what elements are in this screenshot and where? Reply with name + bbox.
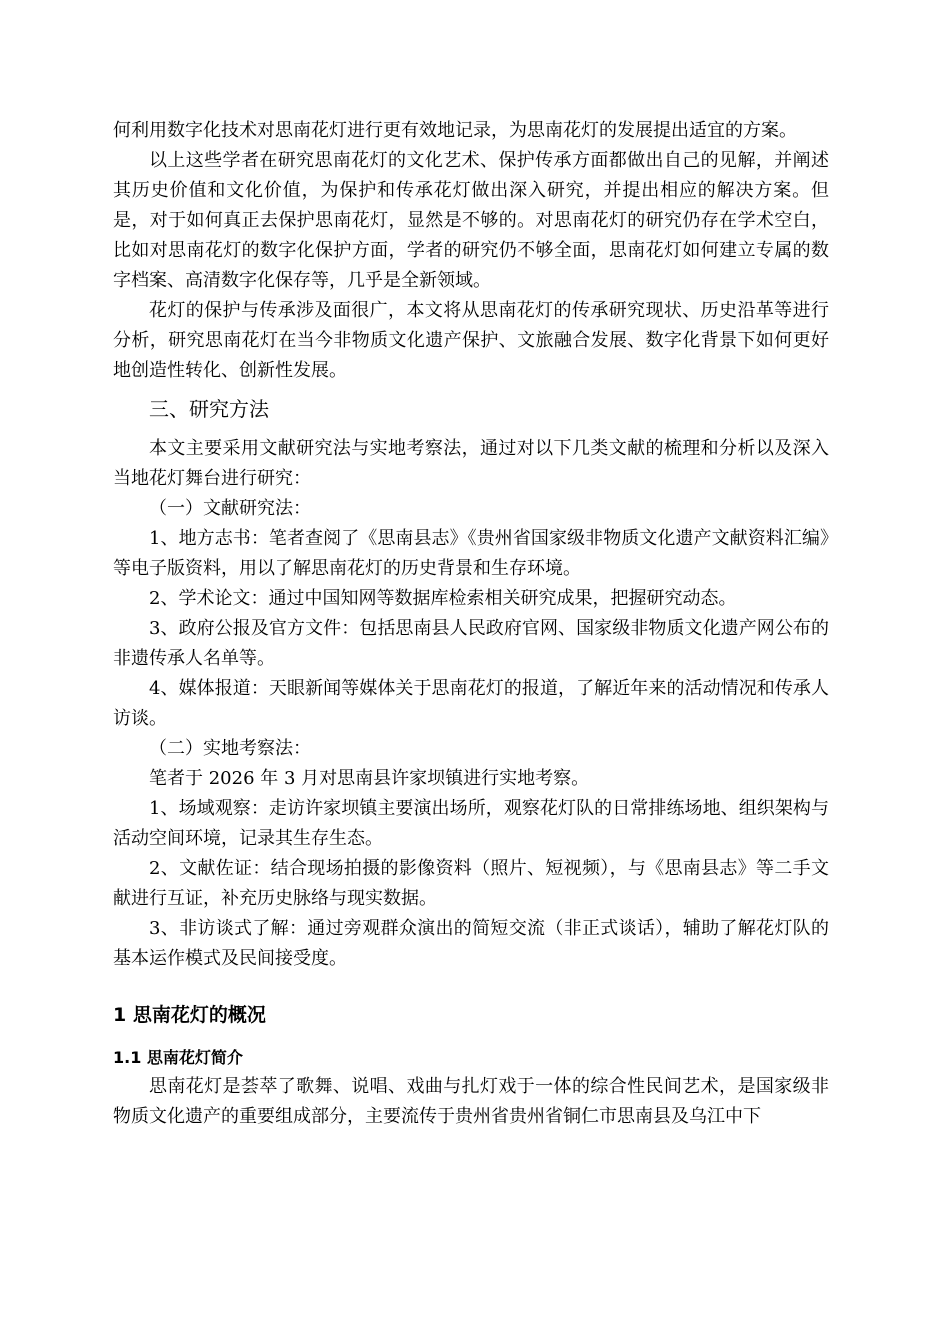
- list-item: 2、学术论文：通过中国知网等数据库检索相关研究成果，把握研究动态。: [149, 588, 737, 609]
- section-heading-methods: 三、研究方法: [149, 397, 269, 421]
- subheading-literature-method: （一）文献研究法：: [149, 498, 311, 519]
- list-item: 2、文献佐证：结合现场拍摄的影像资料（照片、短视频），与《思南县志》等二手文献进行互证，补充历史脉络与现实数据。: [113, 858, 829, 909]
- page-body: [113, 116, 829, 1132]
- paragraph-research-scope: 花灯的保护与传承涉及面很广，本文将从思南花灯的传承研究现状、历史沿革等进行分析，研究思南花灯在当今非物质文化遗产保护、文旅融合发展、数字化背景下如何更好地创造性转化、创新性发展。: [113, 300, 829, 381]
- list-item: 1、地方志书：笔者查阅了《思南县志》《贵州省国家级非物质文化遗产文献资料汇编》等电子版资料，用以了解思南花灯的历史背景和生存环境。: [113, 528, 829, 579]
- list-item: 3、非访谈式了解：通过旁观群众演出的简短交流（非正式谈话），辅助了解花灯队的基本运作模式及民间接受度。: [113, 918, 829, 969]
- chapter-intro-paragraph: 思南花灯是荟萃了歌舞、说唱、戏曲与扎灯戏于一体的综合性民间艺术，是国家级非物质文化遗产的重要组成部分，主要流传于贵州省贵州省铜仁市思南县及乌江中下: [113, 1076, 829, 1127]
- list-item: 4、媒体报道：天眼新闻等媒体关于思南花灯的报道，了解近年来的活动情况和传承人访谈。: [113, 678, 829, 729]
- methods-intro: 本文主要采用文献研究法与实地考察法，通过对以下几类文献的梳理和分析以及深入当地花灯舞台进行研究：: [113, 438, 829, 489]
- fieldwork-intro: 笔者于 2026 年 3 月对思南县许家坝镇进行实地考察。: [149, 768, 590, 789]
- paragraph-scholars-summary: 以上这些学者在研究思南花灯的文化艺术、保护传承方面都做出自己的见解，并阐述其历史价值和文化价值，为保护和传承花灯做出深入研究，并提出相应的解决方案。但是，对于如何真正去保护思南花灯，显然是不够的。对思南花灯的研究仍存在学术空白，比如对思南花灯的数字化保护方面，学者的研究仍不够全面，思南花灯如何建立专属的数字档案、高清数字化保存等，几乎是全新领域。: [113, 150, 829, 291]
- subheading-fieldwork-method: （二）实地考察法：: [149, 738, 311, 759]
- chapter-heading: 1 思南花灯的概况: [113, 1004, 266, 1026]
- list-item: 1、场域观察：走访许家坝镇主要演出场所，观察花灯队的日常排练场地、组织架构与活动空间环境，记录其生存生态。: [113, 798, 829, 849]
- paragraph-continued: 何利用数字化技术对思南花灯进行更有效地记录，为思南花灯的发展提出适宜的方案。: [113, 120, 797, 141]
- list-item: 3、政府公报及官方文件：包括思南县人民政府官网、国家级非物质文化遗产网公布的非遗传承人名单等。: [113, 618, 829, 669]
- subsection-heading: 1.1 思南花灯简介: [113, 1048, 243, 1067]
